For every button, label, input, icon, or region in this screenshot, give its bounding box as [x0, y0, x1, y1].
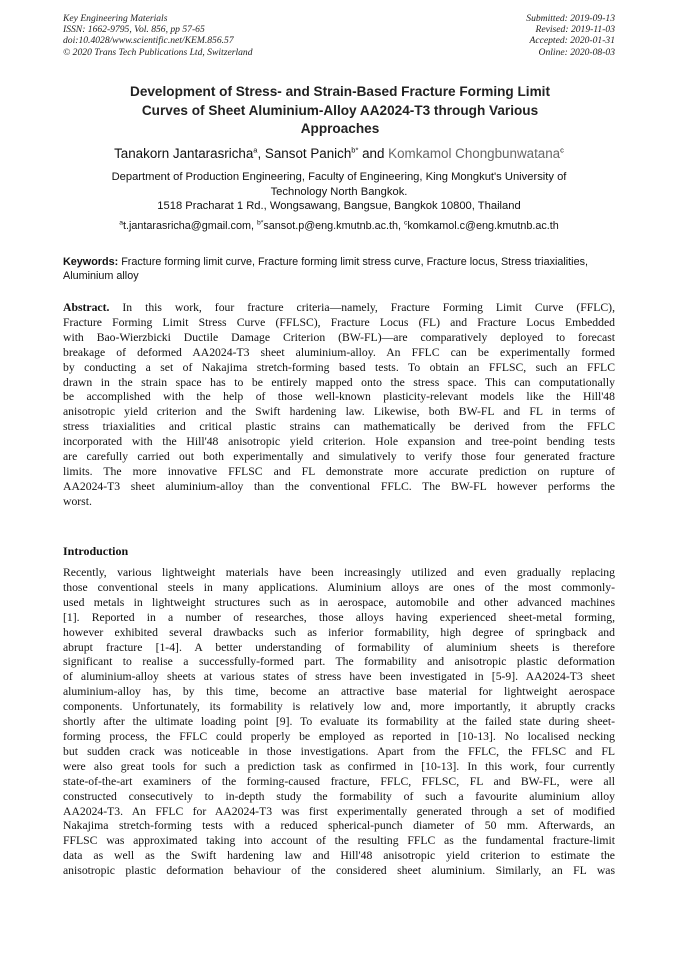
abstract-line: AA2024-T3 sheet aluminium-alloy than the conventional FFLC. The BW-FL however performs the [63, 479, 615, 493]
keywords-label: Keywords: [63, 256, 119, 268]
keywords-text: Fracture forming limit curve, Fracture forming limit stress curve, Fracture locus, Stress triaxialities, Aluminium alloy [63, 256, 588, 282]
email-mark: b* [256, 219, 264, 227]
body-line: forming process, the FFLC could properly be employed as reported in [10-13]. No localised necking [63, 729, 615, 743]
affiliation [63, 170, 615, 214]
email-link[interactable]: t.jantarasricha@gmail.com, [122, 220, 257, 232]
author-list [63, 146, 615, 162]
author-name: Tanakorn Jantarasricha [114, 146, 254, 161]
abstract-line: stress triaxialities and critical plastic strains can mathematically be derived from the FFLC [63, 420, 615, 434]
body-line: were also great tools for such a prediction task as confirmed in [10-13]. In this work, four currently [63, 759, 615, 773]
body-line: components. Unfortunately, its formability is relatively low and, more importantly, it abruptly cracks [63, 700, 615, 714]
body-line: shortly after the ultimate loading point [9]. To evaluate its formability at the failed state during sheet- [63, 715, 615, 729]
body-line: FFLSC was approximated taking into account of the resulting FFLC as the fundamental fracture-limit [63, 834, 615, 848]
affiliation-line: Department of Production Engineering, Faculty of Engineering, King Mongkut's University of [111, 171, 567, 183]
body-line: used metals in lightweight structures such as in aerospace, automobile and other advanced machines [63, 595, 615, 609]
author-affiliation-mark: b* [351, 145, 359, 155]
email-mark: a [119, 219, 123, 227]
author-affiliation-mark: a [253, 145, 258, 155]
abstract-line: Fracture Forming Limit Stress Curve (FFLSC), Fracture Locus (FL) and Fracture Locus Embedded [63, 315, 615, 329]
body-line: of aluminium-alloy sheets at various states of stress have been investigated in [5-9]. AA2024-T3 sheet [63, 670, 615, 684]
introduction-body [63, 566, 615, 879]
abstract-line: Abstract. In this work, four fracture criteria—namely, Fracture Forming Limit Curve (FFLC), [63, 301, 615, 314]
email-link[interactable]: sansot.p@eng.kmutnb.ac.th, [263, 220, 404, 232]
abstract-line: breakage of deformed AA2024-T3 sheet aluminium-alloy. An FFLC can be experimentally formed [63, 345, 615, 359]
journal-name: Key Engineering Materials [63, 13, 168, 24]
body-line: AA2024-T3. An FFLC for AA2024-T3 was first experimentally generated through a set of modified [63, 804, 615, 818]
body-line: data as well as the Swift hardening law and Hill'48 anisotropic yield criterion to estimate the [63, 849, 615, 863]
abstract [63, 301, 615, 510]
abstract-line: be accomplished with the help of those well-known plasticity-relevant models like the Hill'48 [63, 390, 615, 404]
title-line: Approaches [300, 121, 380, 136]
abstract-line: limits. The more innovative FFLSC and FL demonstrate more accurate prediction on rupture of [63, 464, 615, 478]
email-mark: c [404, 219, 408, 227]
body-line: significant to realise a successfully-formed part. The formability and anisotropic plastic deformation [63, 655, 615, 669]
body-line: state-of-the-art examiners of the forming-caused fracture, FFLC, FFLSC, FL and BW-FL, were all [63, 774, 615, 788]
body-line: anisotropic plastic deformation behaviour of the considered sheet aluminium. Similarly, an FL was [63, 864, 615, 878]
doi-line: doi:10.4028/www.scientific.net/KEM.856.57 [63, 35, 234, 47]
paper-title [70, 83, 610, 139]
author-name: Komkamol Chongbunwatana [388, 146, 561, 161]
body-line: however exhibited several drawbacks such as inferior formability, high degree of springback and [63, 625, 615, 639]
author-name: Sansot Panich [264, 146, 352, 161]
title-line: Curves of Sheet Aluminium-Alloy AA2024-T3 through Various [141, 102, 539, 118]
abstract-line: worst. [63, 494, 92, 508]
email-link[interactable]: komkamol.c@eng.kmutnb.ac.th [407, 220, 559, 232]
abstract-line: by conducting a set of Nakajima stretch-forming based tests. To obtain an FFLSC, such an FFLC [63, 360, 615, 374]
abstract-line: drawn in the strain space has to be entirely mapped onto the stress space. This can computationally [63, 375, 615, 389]
submission-dates [526, 13, 615, 58]
keywords [63, 256, 615, 283]
submitted-date: Submitted: 2019-09-13 [526, 13, 615, 24]
revised-date: Revised: 2019-11-03 [535, 24, 615, 36]
journal-info [63, 13, 253, 58]
body-line: but sudden crack was noticeable in those investigations. Apart from the FFLC, the FFLSC and FL [63, 744, 615, 758]
abstract-line: are carefully carried out both experimentally and simulatively to verify those four generated fracture [63, 450, 615, 464]
section-heading-introduction: Introduction [63, 544, 129, 558]
body-line: Recently, various lightweight materials have been increasingly utilized and even gradually replacing [63, 566, 615, 579]
affiliation-line: Technology North Bangkok. [270, 185, 408, 198]
body-line: abrupt fracture [1-4]. A better understanding of formability of aluminium sheets is therefore [63, 640, 615, 654]
abstract-line: with Bao-Wierzbicki Ductile Damage Criterion (BW-FL)—are comparatively deployed to forecast [63, 330, 615, 344]
issn-line: ISSN: 1662-9795, Vol. 856, pp 57-65 [63, 24, 205, 36]
title-line: Development of Stress- and Strain-Based Fracture Forming Limit [130, 84, 550, 99]
author-separator: and [358, 146, 389, 161]
affiliation-line: 1518 Pracharat 1 Rd., Wongsawang, Bangsue, Bangkok 10800, Thailand [157, 200, 521, 212]
body-line: [1]. Reported in a number of researches, those alloys having experienced sheet-metal forming, [63, 610, 615, 624]
copyright-line: © 2020 Trans Tech Publications Ltd, Switzerland [63, 46, 253, 58]
abstract-label: Abstract. [63, 301, 110, 314]
accepted-date: Accepted: 2020-01-31 [529, 35, 615, 47]
body-line: those conventional steels in many applications. Aluminium alloys are ones of the most commonly- [63, 580, 615, 594]
author-separator: , [257, 146, 265, 161]
author-emails [63, 220, 615, 233]
author-affiliation-mark: c [560, 145, 564, 155]
body-line: aluminium-alloy has, by this time, become an attractive base material for lightweight aerospace [63, 685, 615, 699]
body-line: constructed consecutively to in-depth study the formability of such a favourite aluminium alloy [63, 789, 615, 803]
abstract-line: anisotropic yield criterion and the Swift hardening law. Likewise, both BW-FL and FL in terms of [63, 405, 615, 419]
body-line: Nakajima stretch-forming tests with a reduced spherical-punch diameter of 50 mm. Afterwards, an [63, 819, 615, 833]
online-date: Online: 2020-08-03 [538, 46, 615, 58]
abstract-line: incorporated with the Hill'48 anisotropic yield criterion. Hole expansion and tree-point bending tests [63, 435, 615, 449]
